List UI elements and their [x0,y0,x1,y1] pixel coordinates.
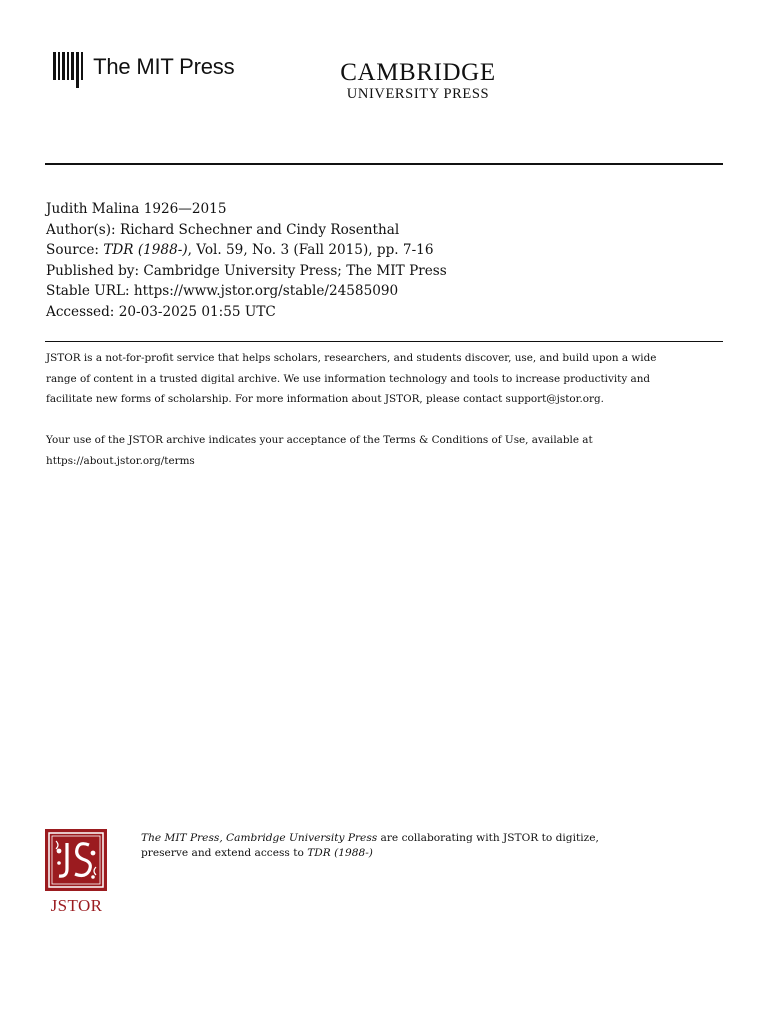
mit-press-bars-icon [53,52,83,88]
jstor-wordmark: JSTOR [50,896,103,915]
notice-line: JSTOR is a not-for-profit service that helps scholars, researchers, and students discover, use, and build upon a wide [46,352,657,364]
article-title: Judith Malina 1926—2015 [46,201,227,217]
collab-line-1 [141,831,731,846]
citation-block [46,199,726,322]
stable-url-link[interactable]: Stable URL: https://www.jstor.org/stable/24585090 [46,283,399,299]
accessed-date: Accessed: 20-03-2025 01:55 UTC [46,303,276,320]
jstor-logo [45,829,108,916]
collab-line2-prefix: preserve and extend access to [141,846,308,859]
source-journal: TDR (1988-) [103,242,188,258]
collab-text: are collaborating with JSTOR to digitize, [377,832,599,844]
cambridge-university-press-logo [333,60,503,102]
notice-line: range of content in a trusted digital archive. We use information technology and tools to increase productivity and [46,372,651,385]
terms-line: Your use of the JSTOR archive indicates your acceptance of the Terms & Conditions of Use, available at [46,434,593,447]
terms-link[interactable]: https://about.jstor.org/terms [46,454,195,467]
jstor-emblem-icon [45,829,107,891]
article-source [46,240,726,261]
mit-press-logo-text: The MIT Press [93,54,235,79]
notice-line: facilitate new forms of scholarship. For more information about JSTOR, please contact support@jstor.org. [46,393,604,406]
top-divider [45,163,723,165]
cambridge-logo-main: CAMBRIDGE [340,59,496,86]
source-details: , Vol. 59, No. 3 (Fall 2015), pp. 7-16 [187,242,434,258]
jstor-notice [46,348,726,472]
cambridge-logo-sub: UNIVERSITY PRESS [346,86,490,102]
collaboration-statement [141,831,731,860]
collab-publishers: The MIT Press, Cambridge University Press [141,832,378,844]
mit-press-logo [53,52,234,88]
collab-journal: TDR (1988-) [307,846,373,859]
article-publisher: Published by: Cambridge University Press; The MIT Press [46,262,447,279]
middle-divider [45,341,723,342]
article-authors: Author(s): Richard Schechner and Cindy Rosenthal [46,221,400,238]
collab-line-2 [141,846,731,861]
source-label: Source: [46,242,104,258]
